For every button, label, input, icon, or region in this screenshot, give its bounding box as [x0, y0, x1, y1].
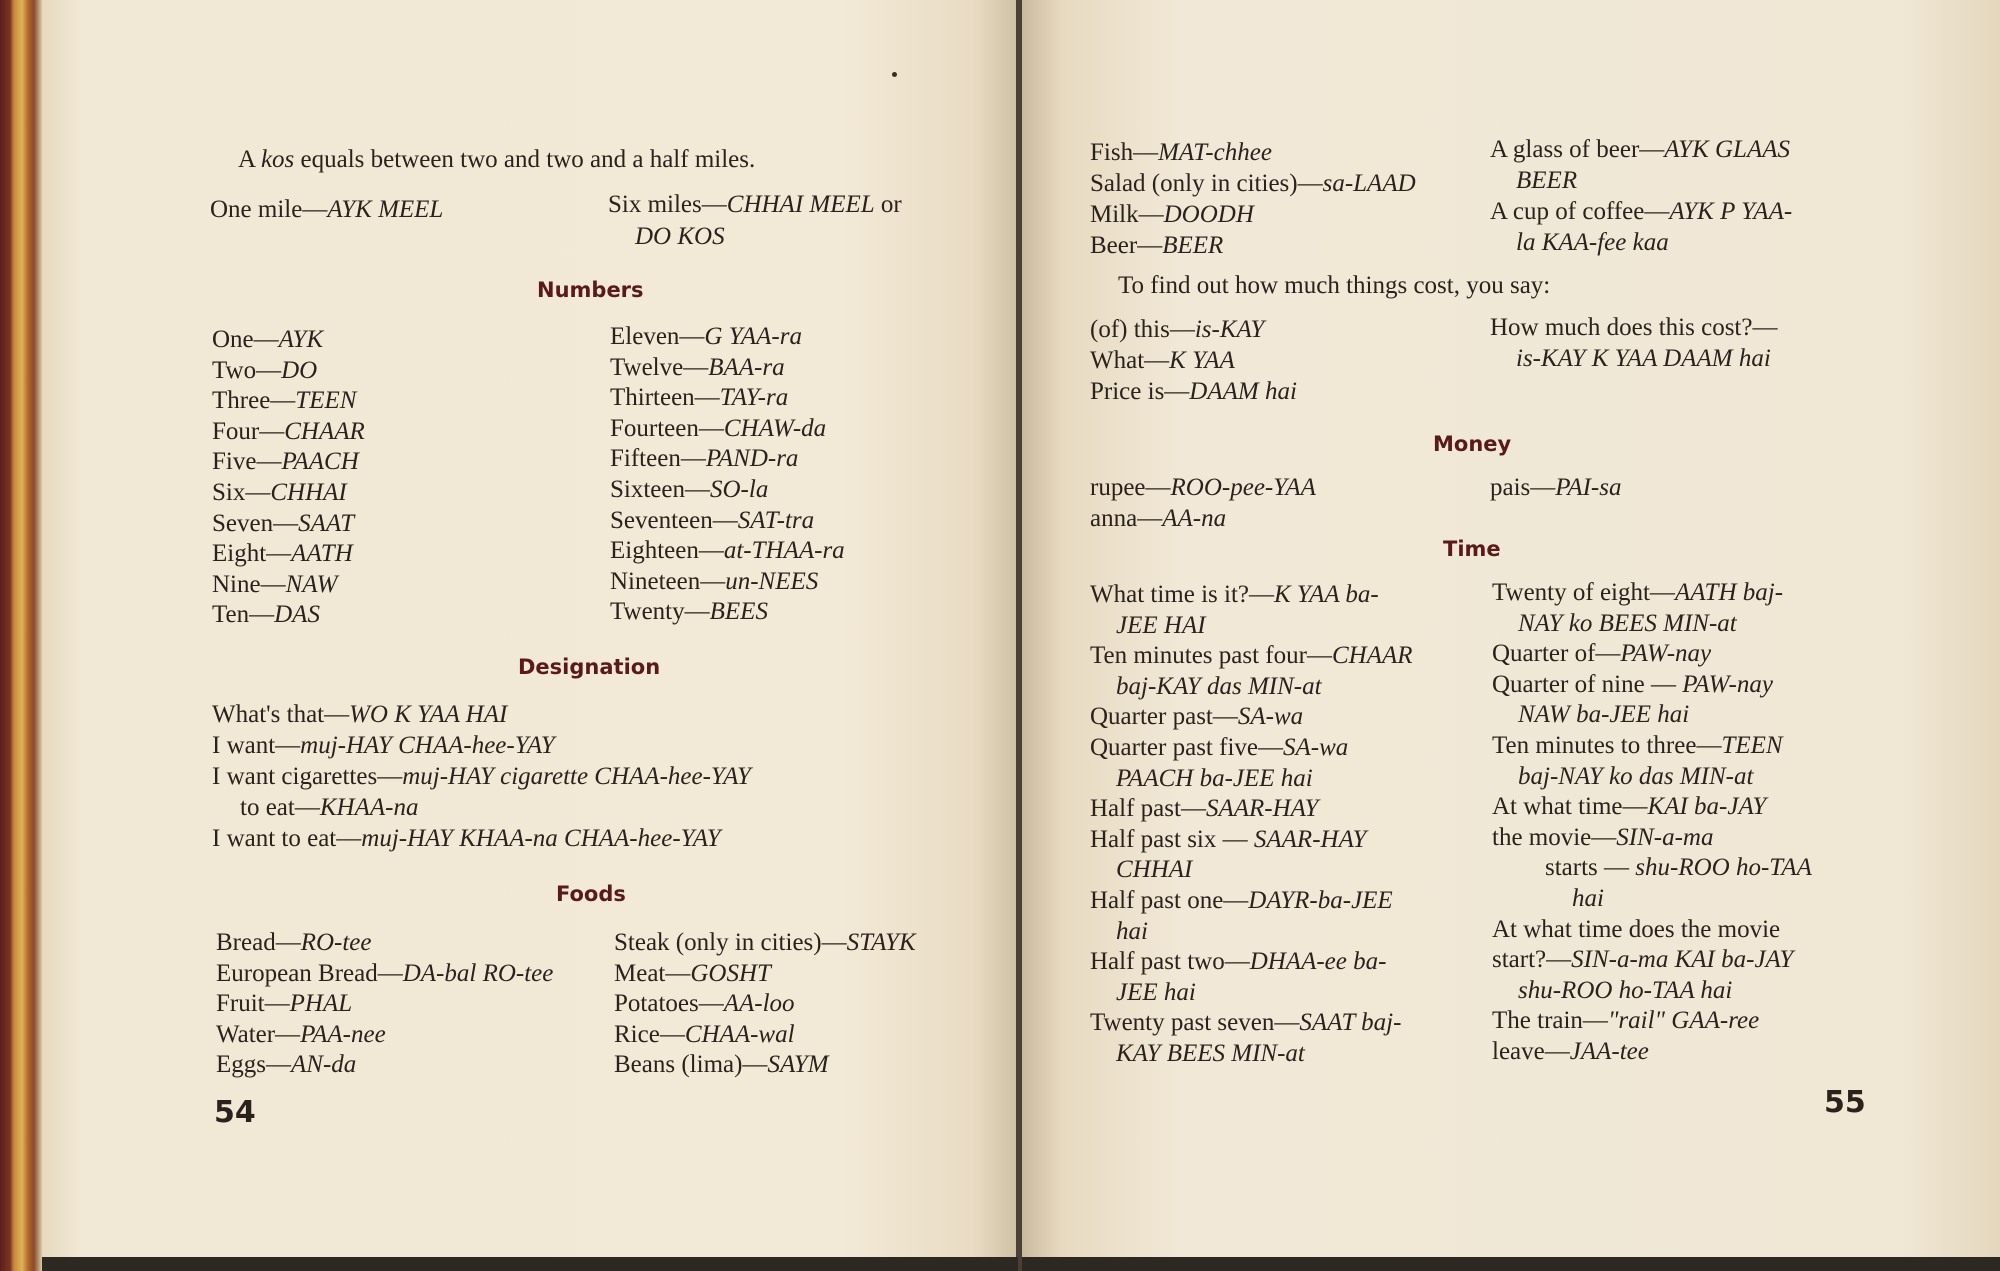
entry-english: Beans (lima)—: [614, 1051, 768, 1078]
six-miles-line: Six miles—CHHAI MEEL or: [608, 191, 902, 218]
designation-heading: Designation: [518, 655, 661, 679]
entry-hindustani: is-KAY: [1194, 316, 1265, 343]
entry-hindustani: PAW-nay: [1620, 640, 1712, 668]
entry-line: [1518, 976, 1732, 1006]
entry-line: [1090, 733, 1348, 763]
entry-line: [610, 597, 768, 627]
entry-line: [1116, 1039, 1305, 1069]
entry-hindustani: K YAA ba-: [1273, 581, 1379, 608]
time-heading: Time: [1443, 537, 1501, 561]
entry-hindustani: DA-bal RO-tee: [402, 959, 554, 987]
entry-hindustani: RO-tee: [300, 929, 372, 956]
entry-english: Six—: [212, 479, 271, 506]
entry-line: [1090, 377, 1297, 407]
money-heading: Money: [1433, 432, 1512, 456]
entry-line: [212, 570, 337, 600]
entry-hindustani: TAY-ra: [719, 384, 789, 412]
entry-line: [212, 539, 353, 569]
entry-line: [1090, 886, 1393, 916]
entry-hindustani: muj-HAY KHAA-na CHAA-hee-YAY: [361, 825, 721, 852]
page-number-right: 55: [1824, 1085, 1866, 1120]
entry-hindustani: DAYR-ba-JEE: [1248, 887, 1393, 914]
entry-line: [1490, 135, 1790, 165]
entry-hindustani: SAAT baj-: [1299, 1009, 1402, 1037]
entry-hindustani: AYK GLAAS: [1664, 136, 1791, 163]
entry-english: Bread—: [216, 929, 301, 956]
entry-line: [1090, 231, 1223, 261]
entry-line: [1492, 731, 1783, 761]
entry-hindustani: KAY BEES MIN-at: [1116, 1040, 1305, 1067]
entry-line: [1490, 197, 1792, 227]
entry-line: [1516, 228, 1669, 258]
entry-hindustani: sa-LAAD: [1322, 170, 1416, 197]
entry-hindustani: shu-ROO ho-TAA hai: [1518, 976, 1733, 1004]
entry-english: Price is—: [1090, 378, 1190, 405]
entry-line: [1090, 580, 1379, 610]
entry-hindustani: MAT-chhee: [1158, 139, 1272, 166]
entry-hindustani: SAYM: [767, 1051, 829, 1078]
entry-hindustani: CHHAI: [270, 479, 347, 506]
entry-english: The train—: [1492, 1007, 1608, 1035]
entry-line: [1492, 1037, 1649, 1067]
entry-hindustani: KHAA-na: [319, 794, 419, 821]
entry-line: [614, 959, 771, 989]
entry-line: [212, 509, 354, 539]
entry-line: [1490, 313, 1777, 343]
entry-line: [1492, 945, 1793, 975]
entry-line: [1090, 947, 1386, 977]
entry-english: Nineteen—: [610, 567, 726, 595]
right-page-edge: [1022, 1257, 2000, 1271]
entry-hindustani: SAAR-HAY: [1205, 795, 1319, 823]
entry-line: [614, 928, 916, 958]
entry-line: [1116, 978, 1196, 1008]
entry-hindustani: DO: [281, 356, 318, 384]
entry-english: (of) this—: [1090, 316, 1195, 343]
entry-hindustani: un-NEES: [725, 567, 819, 595]
entry-english: leave—: [1492, 1038, 1570, 1065]
entry-english: Half past—: [1090, 795, 1206, 823]
entry-line: [1492, 578, 1783, 608]
entry-hindustani: PAND-ra: [705, 445, 799, 473]
entry-english: Twenty past seven—: [1090, 1009, 1300, 1037]
entry-line: [1116, 611, 1206, 641]
entry-english: Twelve—: [610, 353, 709, 381]
entry-hindustani: PAW-nay: [1682, 670, 1773, 698]
entry-english: Twenty—: [610, 598, 710, 626]
entry-hindustani: muj-HAY CHAA-hee-YAY: [300, 732, 555, 759]
entry-hindustani: at-THAA-ra: [723, 537, 845, 565]
entry-hindustani: CHAA-wal: [684, 1020, 795, 1048]
entry-hindustani: muj-HAY cigarette CHAA-hee-YAY: [402, 763, 751, 790]
entry-line: [1090, 702, 1303, 732]
entry-line: [1090, 138, 1272, 168]
entry-line: [216, 928, 372, 958]
entry-line: [614, 1050, 829, 1080]
entry-english: Two—: [212, 356, 282, 384]
entry-english: What—: [1090, 347, 1170, 374]
entry-hindustani: KAI ba-JAY: [1647, 793, 1767, 821]
entry-line: [1116, 764, 1313, 794]
entry-line: [610, 322, 802, 352]
entry-hindustani: DOODH: [1163, 201, 1254, 228]
entry-line: [1518, 762, 1753, 792]
entry-hindustani: BAA-ra: [708, 353, 785, 381]
entry-hindustani: AA-loo: [723, 990, 795, 1017]
entry-line: [610, 536, 845, 566]
entry-english: At what time—: [1492, 793, 1648, 821]
six-miles-continuation: DO KOS: [635, 223, 725, 250]
page-number-left: 54: [214, 1095, 256, 1130]
entry-hindustani: SIN-a-ma KAI ba-JAY: [1571, 946, 1794, 974]
entry-english: Twenty of eight—: [1492, 579, 1675, 606]
entry-hindustani: SAAR-HAY: [1253, 825, 1367, 853]
entry-line: [212, 600, 320, 630]
entry-hindustani: PHAL: [289, 990, 353, 1017]
entry-english: Eighteen—: [610, 537, 724, 565]
entry-line: [212, 386, 356, 416]
entry-line: [216, 959, 553, 989]
entry-hindustani: K YAA: [1169, 347, 1235, 374]
entry-english: How much does this cost?—: [1490, 314, 1778, 341]
entry-hindustani: DAAM hai: [1189, 378, 1297, 405]
entry-english: Fruit—: [216, 990, 290, 1017]
entry-hindustani: ROO-pee-YAA: [1170, 474, 1316, 501]
entry-english: Ten minutes past four—: [1090, 642, 1332, 670]
entry-line: [1492, 670, 1773, 700]
entry-hindustani: baj-NAY ko das MIN-at: [1518, 762, 1754, 790]
entry-english: I want to eat—: [212, 825, 362, 852]
entry-english: Sixteen—: [610, 476, 710, 503]
entry-line: [1492, 915, 1780, 945]
entry-line: [1492, 792, 1766, 822]
entry-english: Five—: [212, 448, 282, 476]
entry-english: Fifteen—: [610, 445, 706, 473]
entry-hindustani: TEEN: [295, 387, 357, 415]
entry-english: Beer—: [1090, 232, 1163, 259]
entry-line: [614, 1020, 795, 1050]
entry-hindustani: NAY ko BEES MIN-at: [1518, 609, 1737, 637]
entry-line: [610, 567, 818, 597]
entry-hindustani: SO-la: [710, 476, 769, 503]
entry-line: [212, 824, 721, 854]
entry-line: [1518, 700, 1689, 730]
entry-english: pais—: [1490, 474, 1556, 501]
entry-english: Fish—: [1090, 139, 1159, 166]
entry-hindustani: AYK: [278, 326, 324, 353]
entry-english: Eleven—: [610, 323, 705, 350]
entry-english: rupee—: [1090, 474, 1171, 501]
entry-english: Fourteen—: [610, 414, 724, 442]
entry-line: [1090, 1008, 1401, 1038]
entry-english: Eggs—: [216, 1051, 291, 1078]
entry-english: Ten—: [212, 601, 275, 629]
entry-english: Water—: [216, 1020, 301, 1048]
entry-hindustani: SA-wa: [1237, 703, 1304, 731]
entry-hindustani: PAI-sa: [1555, 474, 1622, 501]
entry-hindustani: BEES: [709, 598, 768, 626]
entry-line: [1090, 315, 1264, 345]
entry-english: I want cigarettes—: [212, 763, 403, 790]
entry-hindustani: "rail" GAA-ree: [1607, 1007, 1760, 1035]
entry-line: [212, 356, 317, 386]
entry-hindustani: AATH: [291, 540, 353, 568]
entry-hindustani: TEEN: [1721, 732, 1783, 759]
entry-english: to eat—: [240, 794, 320, 821]
entry-english: European Bread—: [216, 959, 403, 987]
entry-line: [1572, 884, 1604, 914]
entry-line: [212, 417, 365, 447]
entry-line: [1116, 855, 1192, 885]
entry-english: A glass of beer—: [1490, 136, 1665, 163]
entry-hindustani: G YAA-ra: [704, 323, 802, 350]
entry-english: Thirteen—: [610, 384, 720, 412]
entry-english: What's that—: [212, 701, 350, 728]
entry-hindustani: GOSHT: [690, 959, 771, 987]
one-mile-line: One mile—AYK MEEL: [210, 196, 444, 223]
entry-line: [212, 700, 507, 730]
entry-hindustani: SAAT: [298, 509, 355, 537]
entry-line: [212, 478, 347, 508]
entry-hindustani: STAYK: [846, 929, 916, 956]
entry-hindustani: hai: [1572, 885, 1604, 912]
entry-line: [1516, 344, 1771, 374]
entry-english: anna—: [1090, 505, 1163, 532]
entry-english: Quarter past five—: [1090, 734, 1283, 761]
entry-hindustani: PAACH: [281, 448, 359, 476]
entry-line: [1090, 200, 1254, 230]
entry-line: [1490, 473, 1621, 503]
entry-english: Ten minutes to three—: [1492, 732, 1722, 759]
entry-english: Potatoes—: [614, 990, 724, 1017]
entry-english: Steak (only in cities)—: [614, 929, 847, 956]
entry-line: [1090, 169, 1416, 199]
entry-hindustani: CHHAI: [1116, 856, 1193, 884]
entry-line: [240, 793, 418, 823]
entry-english: Seven—: [212, 509, 299, 537]
entry-english: Seventeen—: [610, 506, 738, 534]
entry-hindustani: AN-da: [291, 1051, 357, 1078]
entry-line: [216, 1020, 386, 1050]
entry-hindustani: JAA-tee: [1569, 1038, 1649, 1065]
entry-line: [610, 475, 768, 505]
entry-hindustani: SAT-tra: [737, 506, 815, 534]
entry-hindustani: DHAA-ee ba-: [1249, 948, 1387, 976]
left-page-edge: [42, 1257, 1018, 1271]
entry-english: Rice—: [614, 1020, 685, 1048]
entry-line: [1518, 609, 1737, 639]
entry-line: [212, 731, 555, 761]
entry-english: One—: [212, 326, 279, 353]
entry-english: the movie—: [1492, 823, 1617, 851]
entry-english: Salad (only in cities)—: [1090, 170, 1323, 197]
numbers-heading: Numbers: [537, 278, 644, 302]
entry-hindustani: AYK P YAA-: [1669, 198, 1793, 225]
entry-english: Quarter of nine —: [1492, 670, 1683, 698]
entry-english: Three—: [212, 387, 296, 415]
foods-heading: Foods: [556, 882, 626, 906]
entry-hindustani: WO K YAA HAI: [349, 701, 508, 728]
entry-english: Four—: [212, 417, 285, 445]
entry-english: I want—: [212, 732, 301, 759]
entry-line: [610, 414, 826, 444]
entry-line: [1090, 504, 1226, 534]
entry-hindustani: SA-wa: [1282, 734, 1349, 761]
entry-english: Meat—: [614, 959, 691, 987]
entry-line: [212, 447, 359, 477]
entry-line: [614, 989, 795, 1019]
entry-line: [1492, 823, 1714, 853]
entry-line: [610, 383, 788, 413]
entry-hindustani: la KAA-fee kaa: [1516, 229, 1669, 256]
entry-line: [610, 353, 785, 383]
entry-line: [1116, 917, 1148, 947]
entry-line: [1090, 825, 1366, 855]
entry-hindustani: NAW: [285, 570, 338, 598]
entry-hindustani: shu-ROO ho-TAA: [1635, 854, 1812, 882]
entry-hindustani: BEER: [1516, 167, 1578, 194]
entry-hindustani: SIN-a-ma: [1616, 823, 1714, 851]
entry-hindustani: JEE hai: [1116, 978, 1196, 1006]
entry-english: Half past six —: [1090, 825, 1254, 853]
entry-line: [216, 1050, 356, 1080]
entry-hindustani: NAW ba-JEE hai: [1518, 701, 1690, 729]
entry-hindustani: CHAAR: [1331, 642, 1413, 670]
entry-line: [610, 506, 814, 536]
entry-line: [1545, 853, 1812, 883]
entry-english: Nine—: [212, 570, 286, 598]
entry-english: What time is it?—: [1090, 581, 1274, 608]
entry-english: Half past two—: [1090, 948, 1250, 976]
entry-hindustani: CHAAR: [284, 417, 365, 445]
entry-hindustani: PAA-nee: [300, 1020, 386, 1048]
entry-english: Eight—: [212, 540, 292, 568]
entry-line: [1090, 473, 1316, 503]
page-speck: [892, 72, 897, 77]
entry-english: A cup of coffee—: [1490, 198, 1670, 225]
entry-hindustani: is-KAY K YAA DAAM hai: [1516, 345, 1771, 372]
entry-line: [1492, 1006, 1759, 1036]
entry-hindustani: CHAW-da: [723, 414, 827, 442]
entry-hindustani: baj-KAY das MIN-at: [1116, 672, 1322, 700]
entry-hindustani: PAACH ba-JEE hai: [1116, 764, 1313, 792]
entry-line: [1492, 639, 1711, 669]
book-binding: [0, 0, 42, 1271]
entry-line: [216, 989, 352, 1019]
entry-line: [1090, 346, 1235, 376]
entry-english: At what time does the movie: [1492, 915, 1781, 943]
entry-line: [1516, 166, 1577, 196]
entry-line: [1090, 794, 1318, 824]
cost-intro: To find out how much things cost, you say:: [1118, 272, 1551, 299]
entry-english: Half past one—: [1090, 887, 1249, 914]
entry-hindustani: BEER: [1162, 232, 1224, 259]
entry-english: Milk—: [1090, 201, 1164, 228]
entry-english: Quarter of—: [1492, 640, 1621, 668]
entry-hindustani: DAS: [274, 601, 320, 629]
entry-hindustani: JEE HAI: [1116, 611, 1206, 639]
entry-hindustani: hai: [1116, 917, 1148, 945]
kos-intro: A kos equals between two and two and a half miles.: [238, 146, 756, 173]
entry-english: start?—: [1492, 946, 1572, 974]
entry-line: [212, 762, 751, 792]
entry-line: [1090, 641, 1413, 671]
entry-english: starts —: [1545, 854, 1636, 882]
entry-line: [1116, 672, 1322, 702]
entry-hindustani: AATH baj-: [1674, 579, 1784, 606]
entry-line: [610, 444, 798, 474]
entry-hindustani: AA-na: [1162, 505, 1227, 532]
entry-line: [212, 325, 323, 355]
entry-english: Quarter past—: [1090, 703, 1238, 731]
